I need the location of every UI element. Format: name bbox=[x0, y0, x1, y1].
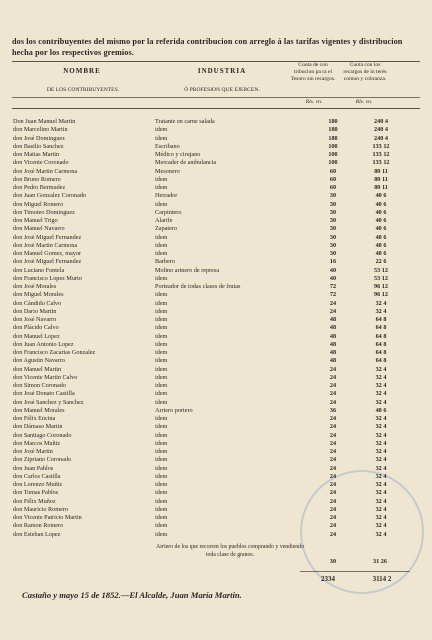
contributor-name: don Francisco Zacarias Gonzalez bbox=[13, 349, 96, 356]
cuota-tesoro: 180 bbox=[328, 126, 338, 134]
cuota-tesoro: 24 bbox=[329, 365, 337, 373]
industry-label: Arriero portero bbox=[155, 406, 193, 414]
cuota-recargos: 40 6 bbox=[375, 192, 387, 200]
cuota-tesoro: 24 bbox=[329, 522, 337, 530]
industry-label: idem bbox=[155, 307, 168, 315]
cuota-recargos: 53 12 bbox=[374, 266, 388, 274]
cuota-tesoro: 60 bbox=[329, 167, 337, 175]
contributor-name: don José Miguel Fernandez bbox=[13, 258, 82, 266]
industry-label: Alarife bbox=[155, 217, 173, 224]
table-row bbox=[13, 440, 423, 448]
industry-label: idem bbox=[155, 233, 168, 241]
cuota-tesoro: 40 bbox=[329, 266, 337, 274]
table-row bbox=[13, 291, 423, 299]
contributor-name: don Basilio Sanchez bbox=[13, 142, 64, 150]
cuota-recargos: 32 4 bbox=[375, 505, 387, 513]
cuota-recargos: 240 4 bbox=[374, 126, 388, 134]
table-row bbox=[13, 308, 423, 316]
contributor-name: don Francisco Lopez Murto bbox=[13, 274, 82, 282]
contributor-name: don Manuel Morales bbox=[13, 406, 65, 414]
table-row bbox=[13, 390, 423, 398]
contributor-name: don Carlos Castilla bbox=[13, 472, 61, 480]
table-row bbox=[13, 275, 423, 283]
cuota-recargos: 40 6 bbox=[375, 208, 387, 216]
table-row bbox=[13, 234, 423, 242]
table-row bbox=[13, 300, 423, 308]
table-row bbox=[13, 283, 423, 291]
table-row bbox=[13, 201, 423, 209]
total-cuota-2: 3114 2 bbox=[372, 575, 392, 583]
table-row bbox=[13, 159, 423, 167]
cuota-recargos: 32 4 bbox=[375, 481, 387, 488]
cuota-recargos: 32 4 bbox=[375, 415, 387, 422]
table-row bbox=[13, 432, 423, 440]
cuota-tesoro: 24 bbox=[329, 489, 337, 497]
table-row bbox=[13, 151, 423, 159]
cuota-tesoro: 24 bbox=[329, 464, 337, 472]
table-row bbox=[13, 333, 423, 341]
header-nombre-sub: DE LOS CONTRIBUYENTES. bbox=[46, 87, 120, 93]
cuota-recargos: 32 4 bbox=[375, 373, 387, 381]
cuota-tesoro: 24 bbox=[329, 307, 337, 315]
contributor-name: don Ramon Romero bbox=[13, 522, 64, 530]
contributor-name: don Vicente Patricio Martin bbox=[13, 514, 82, 521]
header-industria-sub: Ó PROFESION QUE EJERCEN. bbox=[184, 87, 260, 93]
cuota-tesoro: 48 bbox=[329, 316, 337, 323]
cuota-tesoro: 48 bbox=[329, 349, 337, 356]
table-row bbox=[13, 465, 423, 473]
cuota-recargos: 32 4 bbox=[375, 365, 387, 373]
cuota-recargos: 96 12 bbox=[374, 291, 388, 299]
industry-label: Médico y cirujano bbox=[155, 151, 201, 158]
industry-label: Zapatero bbox=[155, 225, 177, 233]
industry-label: idem bbox=[155, 415, 168, 422]
cuota-recargos: 32 4 bbox=[375, 307, 387, 315]
table-row bbox=[13, 168, 423, 176]
cuota-tesoro: 72 bbox=[329, 283, 337, 290]
cuota-recargos: 32 4 bbox=[375, 398, 387, 406]
cuota-recargos: 32 4 bbox=[375, 464, 387, 472]
table-row bbox=[13, 481, 423, 489]
table-row bbox=[13, 374, 423, 382]
table-row bbox=[13, 366, 423, 374]
table-row bbox=[13, 316, 423, 324]
table-row bbox=[13, 184, 423, 192]
cuota-recargos: 40 6 bbox=[375, 241, 387, 249]
totals-rule bbox=[300, 571, 410, 572]
cuota-recargos: 32 4 bbox=[375, 522, 387, 530]
cuota-recargos: 133 12 bbox=[372, 151, 390, 158]
contributor-name: don Miguel Romero bbox=[13, 200, 64, 208]
table-row bbox=[13, 489, 423, 497]
industry-label: Herrador bbox=[155, 192, 178, 200]
cuota-tesoro: 24 bbox=[329, 390, 337, 398]
industry-label: idem bbox=[155, 439, 168, 447]
cuota-recargos: 32 4 bbox=[375, 456, 387, 464]
table-row bbox=[13, 357, 423, 365]
cuota-tesoro: 180 bbox=[328, 118, 338, 125]
table-row bbox=[13, 217, 423, 225]
cuota-tesoro: 24 bbox=[329, 299, 337, 307]
cuota-tesoro: 48 bbox=[329, 340, 337, 348]
cuota-recargos: 32 4 bbox=[375, 448, 387, 455]
cuota-tesoro: 24 bbox=[329, 530, 337, 538]
industry-label: idem bbox=[155, 530, 168, 538]
table-row bbox=[13, 531, 423, 539]
table-row bbox=[13, 382, 423, 390]
cuota-tesoro: 24 bbox=[329, 448, 337, 455]
industry-label: idem bbox=[155, 448, 168, 455]
industry-label: idem bbox=[155, 126, 168, 134]
table-row bbox=[13, 399, 423, 407]
header-mid-rule bbox=[12, 97, 420, 98]
header-cuota-tesoro: Cuota de con tribucion pa ra el Tesoro sin recargos. bbox=[290, 62, 336, 82]
cuota-recargos: 133 12 bbox=[372, 159, 390, 167]
cuota-tesoro: 100 bbox=[328, 142, 338, 150]
cuota-tesoro: 48 bbox=[329, 324, 337, 332]
industry-label: Mercader de ambulancia bbox=[155, 159, 217, 167]
header-nombre: NOMBRE bbox=[63, 67, 101, 75]
contributor-name: don Marcos Muñiz bbox=[13, 439, 61, 447]
cuota-tesoro: 48 bbox=[329, 357, 337, 365]
contributor-name: don José Dominguez bbox=[13, 134, 65, 142]
table-row bbox=[13, 514, 423, 522]
cuota-tesoro: 36 bbox=[329, 406, 337, 414]
contributor-name: don Santiago Coronado bbox=[13, 431, 72, 439]
contributor-name: don Juan Pablos bbox=[13, 464, 54, 472]
contributor-name: don Bruno Romero bbox=[13, 175, 61, 183]
table-row bbox=[13, 192, 423, 200]
contributor-name: don José Martin bbox=[13, 448, 53, 455]
industry-label: idem bbox=[155, 365, 168, 373]
table-row bbox=[13, 209, 423, 217]
industry-label: idem bbox=[155, 456, 168, 464]
header-cuota-recargos: Cuota con los recargos de in terés comun y cobranza. bbox=[343, 62, 387, 82]
industry-label: idem bbox=[155, 250, 168, 257]
arriero-cuota-1: 30 bbox=[329, 558, 337, 565]
cuota-tesoro: 24 bbox=[329, 373, 337, 381]
intro-paragraph: dos los contribuyentes del mismo por la referida contribucion con arreglo á las tarifas vigentes y distribucion hecha por los respectivos gremios. bbox=[12, 37, 403, 57]
table-row bbox=[13, 473, 423, 481]
industry-label: idem bbox=[155, 464, 168, 472]
table-row bbox=[13, 135, 423, 143]
contributor-name: don Zipriano Coronado bbox=[13, 456, 72, 464]
cuota-tesoro: 24 bbox=[329, 398, 337, 406]
industry-label: Escribano bbox=[155, 142, 180, 150]
contributor-name: don José Sanchez y Sanchez bbox=[13, 398, 84, 406]
industry-label: Porteador de todas clases de frutas bbox=[155, 283, 241, 290]
cuota-recargos: 133 12 bbox=[372, 142, 390, 150]
table-row bbox=[13, 456, 423, 464]
industry-label: idem bbox=[155, 299, 168, 307]
cuota-recargos: 80 11 bbox=[374, 167, 388, 175]
cuota-tesoro: 60 bbox=[329, 175, 337, 183]
cuota-tesoro: 24 bbox=[329, 415, 337, 422]
industry-label: Mesonero bbox=[155, 167, 180, 175]
cuota-recargos: 64 8 bbox=[375, 357, 387, 365]
industry-label: idem bbox=[155, 472, 168, 480]
cuota-recargos: 96 12 bbox=[374, 283, 388, 290]
table-row bbox=[13, 498, 423, 506]
cuota-tesoro: 16 bbox=[329, 258, 337, 266]
cuota-recargos: 40 6 bbox=[375, 250, 387, 257]
table-row bbox=[13, 267, 423, 275]
industry-label: Molino arinero de represa bbox=[155, 266, 220, 274]
cuota-tesoro: 48 bbox=[329, 332, 337, 340]
arriero-note: Arriero de los que recorren los pueblos comprando y vendiendo toda clase de granos. bbox=[156, 544, 304, 558]
cuota-recargos: 64 8 bbox=[375, 324, 387, 332]
contributor-name: don Pedro Bermudez bbox=[13, 184, 66, 191]
cuota-recargos: 80 11 bbox=[374, 175, 388, 183]
cuota-tesoro: 30 bbox=[329, 200, 337, 208]
contributor-name: don José Miguel Fernandez bbox=[13, 233, 82, 241]
contributor-name: don Lorenzo Muñiz bbox=[13, 481, 63, 488]
cuota-recargos: 32 4 bbox=[375, 431, 387, 439]
cuota-recargos: 64 8 bbox=[375, 340, 387, 348]
cuota-tesoro: 100 bbox=[328, 151, 338, 158]
contributor-name: don Félix Encina bbox=[13, 415, 56, 422]
cuota-recargos: 32 4 bbox=[375, 382, 387, 389]
contributor-name: don Dámaso Martin bbox=[13, 423, 63, 431]
industry-label: Carpintero bbox=[155, 208, 182, 216]
contributor-name: don Marcelino Martin bbox=[13, 126, 68, 134]
industry-label: idem bbox=[155, 390, 168, 398]
cuota-recargos: 32 4 bbox=[375, 423, 387, 431]
industry-label: idem bbox=[155, 200, 168, 208]
footer-signature: Castaño y mayo 15 de 1852.—El Alcalde, Juan María Martin. bbox=[22, 590, 242, 600]
contributor-name: don José Martin Carmona bbox=[13, 167, 78, 175]
unit-label-1: Rls. vn. bbox=[305, 99, 323, 105]
cuota-recargos: 32 4 bbox=[375, 472, 387, 480]
cuota-recargos: 32 4 bbox=[375, 514, 387, 521]
total-cuota-1: 2334 bbox=[321, 575, 335, 583]
cuota-tesoro: 24 bbox=[329, 431, 337, 439]
industry-label: idem bbox=[155, 373, 168, 381]
contributor-name: don Juan Antonio Lopez bbox=[13, 340, 74, 348]
industry-label: idem bbox=[155, 489, 168, 497]
cuota-tesoro: 24 bbox=[329, 497, 337, 505]
contributor-name: don Luciano Fontela bbox=[13, 266, 65, 274]
industry-label: idem bbox=[155, 522, 168, 530]
cuota-tesoro: 30 bbox=[329, 192, 337, 200]
table-row bbox=[13, 258, 423, 266]
industry-label: idem bbox=[155, 332, 168, 340]
cuota-recargos: 32 4 bbox=[375, 497, 387, 505]
cuota-tesoro: 30 bbox=[329, 208, 337, 216]
cuota-recargos: 32 4 bbox=[375, 489, 387, 497]
industry-label: idem bbox=[155, 357, 168, 365]
industry-label: Tratante en carne salada bbox=[155, 118, 215, 125]
cuota-recargos: 40 6 bbox=[375, 200, 387, 208]
cuota-tesoro: 24 bbox=[329, 514, 337, 521]
contributor-name: don Mauricio Romero bbox=[13, 505, 68, 513]
contributor-name: don Juan Gonzalez Coronado bbox=[13, 192, 87, 200]
cuota-recargos: 53 12 bbox=[374, 274, 388, 282]
cuota-tesoro: 30 bbox=[329, 250, 337, 257]
cuota-recargos: 240 4 bbox=[374, 118, 388, 125]
industry-label: idem bbox=[155, 241, 168, 249]
contributor-name: don Manuel Lopez bbox=[13, 332, 60, 340]
contributor-list bbox=[13, 118, 423, 539]
cuota-recargos: 48 6 bbox=[375, 406, 387, 414]
table-row bbox=[13, 118, 423, 126]
industry-label: idem bbox=[155, 481, 168, 488]
cuota-recargos: 40 6 bbox=[375, 217, 387, 224]
contributor-name: don Cándido Calvo bbox=[13, 299, 62, 307]
industry-label: idem bbox=[155, 349, 168, 356]
industry-label: idem bbox=[155, 291, 168, 299]
cuota-tesoro: 24 bbox=[329, 456, 337, 464]
cuota-tesoro: 30 bbox=[329, 217, 337, 224]
table-row bbox=[13, 225, 423, 233]
table-row bbox=[13, 242, 423, 250]
table-row bbox=[13, 415, 423, 423]
cuota-tesoro: 40 bbox=[329, 274, 337, 282]
industry-label: idem bbox=[155, 505, 168, 513]
table-row bbox=[13, 423, 423, 431]
table-row bbox=[13, 522, 423, 530]
contributor-name: don José Morales bbox=[13, 283, 57, 290]
cuota-tesoro: 24 bbox=[329, 481, 337, 488]
contributor-name: don Manuel Trigo bbox=[13, 217, 58, 224]
table-row bbox=[13, 407, 423, 415]
cuota-recargos: 32 4 bbox=[375, 439, 387, 447]
table-row bbox=[13, 126, 423, 134]
cuota-recargos: 64 8 bbox=[375, 349, 387, 356]
header-bottom-rule bbox=[12, 108, 420, 109]
contributor-name: don Félix Muñoz bbox=[13, 497, 56, 505]
industry-label: idem bbox=[155, 423, 168, 431]
cuota-tesoro: 24 bbox=[329, 423, 337, 431]
industry-label: idem bbox=[155, 514, 168, 521]
contributor-name: don Manuel Navarro bbox=[13, 225, 65, 233]
header-industria: INDUSTRIA bbox=[197, 67, 247, 75]
industry-label: idem bbox=[155, 431, 168, 439]
cuota-tesoro: 24 bbox=[329, 382, 337, 389]
industry-label: Barbero bbox=[155, 258, 175, 266]
contributor-name: don Timoteo Dominguez bbox=[13, 208, 75, 216]
cuota-tesoro: 60 bbox=[329, 184, 337, 191]
cuota-recargos: 40 6 bbox=[375, 225, 387, 233]
contributor-name: don Miguel Morales bbox=[13, 291, 64, 299]
industry-label: idem bbox=[155, 184, 168, 191]
unit-label-2: Rls. vn. bbox=[355, 99, 373, 105]
cuota-recargos: 32 4 bbox=[375, 530, 387, 538]
cuota-recargos: 80 11 bbox=[374, 184, 388, 191]
table-row bbox=[13, 176, 423, 184]
cuota-recargos: 40 6 bbox=[375, 233, 387, 241]
contributor-name: don Manuel Martin bbox=[13, 365, 62, 373]
cuota-recargos: 64 8 bbox=[375, 332, 387, 340]
cuota-recargos: 22 6 bbox=[375, 258, 387, 266]
contributor-name: Don Juan Manuel Martin bbox=[13, 118, 76, 125]
arriero-cuota-2: 31 26 bbox=[373, 558, 387, 565]
contributor-name: don Agustin Navarro bbox=[13, 357, 65, 365]
cuota-tesoro: 72 bbox=[329, 291, 337, 299]
industry-label: idem bbox=[155, 340, 168, 348]
contributor-name: don Esteban Lopez bbox=[13, 530, 61, 538]
table-row bbox=[13, 341, 423, 349]
cuota-tesoro: 100 bbox=[328, 159, 338, 167]
cuota-tesoro: 30 bbox=[329, 225, 337, 233]
cuota-recargos: 32 4 bbox=[375, 299, 387, 307]
cuota-tesoro: 30 bbox=[329, 241, 337, 249]
cuota-tesoro: 180 bbox=[328, 134, 338, 142]
contributor-name: don Vicente Martin Calvo bbox=[13, 373, 78, 381]
cuota-recargos: 64 8 bbox=[375, 316, 387, 323]
contributor-name: don Dario Martin bbox=[13, 307, 57, 315]
industry-label: idem bbox=[155, 324, 168, 332]
contributor-name: don Matias Martin bbox=[13, 151, 60, 158]
table-row bbox=[13, 143, 423, 151]
cuota-recargos: 32 4 bbox=[375, 390, 387, 398]
contributor-name: don Vicente Coronado bbox=[13, 159, 69, 167]
contributor-name: don Simon Coronado bbox=[13, 382, 66, 389]
cuota-tesoro: 30 bbox=[329, 233, 337, 241]
contributor-name: don Plácido Calvo bbox=[13, 324, 59, 332]
cuota-tesoro: 24 bbox=[329, 472, 337, 480]
industry-label: idem bbox=[155, 382, 168, 389]
table-row bbox=[13, 448, 423, 456]
industry-label: idem bbox=[155, 316, 168, 323]
contributor-name: don Tomas Pablos bbox=[13, 489, 59, 497]
table-row bbox=[13, 349, 423, 357]
table-row bbox=[13, 324, 423, 332]
table-row bbox=[13, 506, 423, 514]
cuota-tesoro: 24 bbox=[329, 439, 337, 447]
industry-label: idem bbox=[155, 398, 168, 406]
contributor-name: don José Martin Carmona bbox=[13, 241, 78, 249]
contributor-name: don Manuel Gomez, mayor bbox=[13, 250, 82, 257]
industry-label: idem bbox=[155, 497, 168, 505]
contributor-name: don José Navarro bbox=[13, 316, 57, 323]
table-row bbox=[13, 250, 423, 258]
industry-label: idem bbox=[155, 175, 168, 183]
industry-label: idem bbox=[155, 134, 168, 142]
cuota-tesoro: 24 bbox=[329, 505, 337, 513]
industry-label: idem bbox=[155, 274, 168, 282]
cuota-recargos: 240 4 bbox=[374, 134, 388, 142]
contributor-name: don José Donato Castilla bbox=[13, 390, 75, 398]
